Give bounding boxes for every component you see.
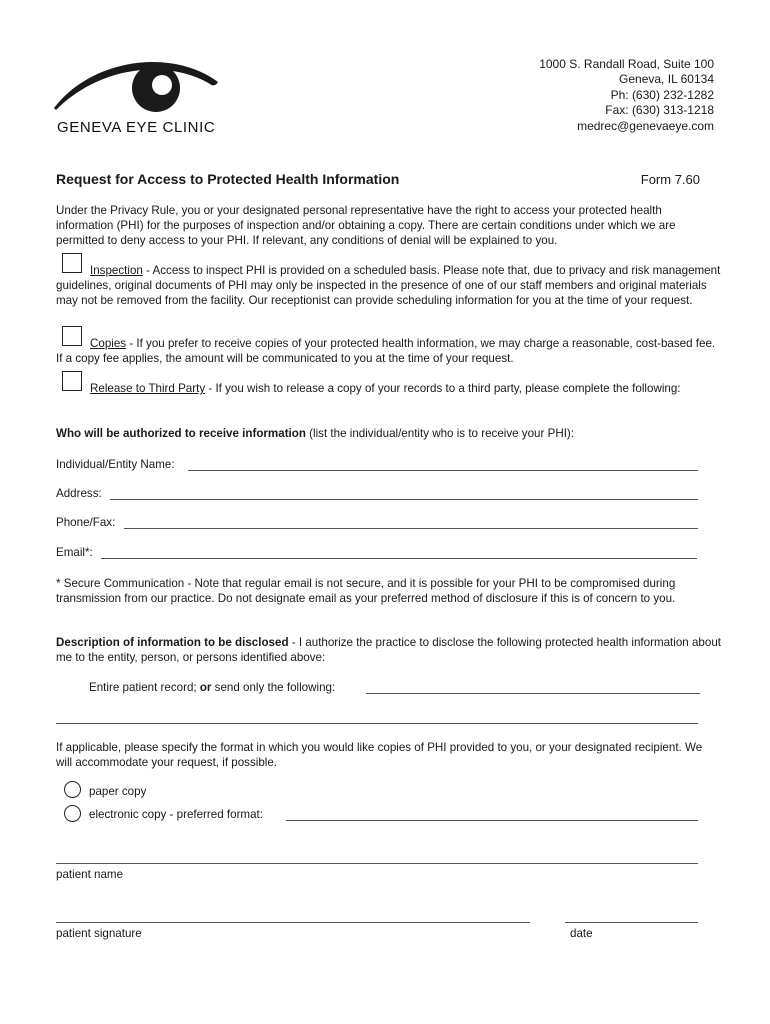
patient-signature-label: patient signature (56, 927, 142, 940)
inspection-label: Inspection (90, 264, 143, 277)
disclosure-paragraph (56, 635, 721, 665)
clinic-address (539, 57, 714, 134)
patient-signature-field[interactable] (56, 922, 530, 923)
release-paragraph (56, 381, 721, 396)
copies-paragraph (56, 336, 721, 366)
paper-copy-radio[interactable] (64, 781, 81, 798)
send-following-field[interactable] (366, 693, 700, 694)
copies-text: - If you prefer to receive copies of your protected health information, we may charge a reasonable, cost-based fee. If a copy fee applies, the amount will be communicated to you at the time of your request. (56, 337, 716, 365)
send-following-field-2[interactable] (56, 723, 698, 724)
disclosure-text: - I authorize the practice to disclose the following protected health information about me to the entity, person, or persons identified above: (56, 636, 721, 664)
recipient-heading-line (56, 426, 721, 441)
inspection-text: - Access to inspect PHI is provided on a scheduled basis. Please note that, due to privacy and risk management guidelines, original documents of PHI may only be inspected in the presence of one of our staff members and original materials may not be removed from the facility. Our receptionist can provide scheduling information for you at the time of your request. (56, 264, 721, 307)
email-label: Email*: (56, 546, 93, 559)
address-line1: 1000 S. Randall Road, Suite 100 (539, 57, 714, 71)
clinic-phone: Ph: (630) 232-1282 (610, 87, 714, 102)
choice-send-following: send only the following: (211, 681, 336, 694)
electronic-copy-label: electronic copy - preferred format: (89, 808, 263, 821)
date-label: date (570, 927, 593, 940)
recipient-heading: Who will be authorized to receive information (56, 427, 306, 440)
clinic-fax: Fax: (630) 313-1218 (605, 103, 714, 118)
entity-name-label: Individual/Entity Name: (56, 458, 175, 471)
format-paragraph: If applicable, please specify the format in which you would like copies of PHI provided to you, or your designated recipient. We will accommodate your request, if possible. (56, 741, 703, 769)
release-label: Release to Third Party (90, 382, 206, 395)
address-label: Address: (56, 487, 102, 500)
copies-label: Copies (90, 337, 127, 350)
address-line2: Geneva, IL 60134 (619, 72, 714, 87)
patient-name-label: patient name (56, 868, 124, 881)
recipient-heading-note: (list the individual/entity who is to receive your PHI): (305, 427, 574, 440)
release-text: - If you wish to release a copy of your records to a third party, please complete the following: (205, 382, 681, 395)
choice-or: or (199, 681, 212, 694)
entity-name-field[interactable] (188, 470, 698, 471)
phone-fax-field[interactable] (124, 528, 698, 529)
email-field[interactable] (101, 558, 697, 559)
choice-entire-record: Entire patient record; (89, 681, 200, 694)
disclosure-heading: Description of information to be disclosed (56, 636, 289, 649)
phone-fax-label: Phone/Fax: (56, 516, 116, 529)
clinic-email: medrec@genevaeye.com (577, 118, 714, 133)
form-number: Form 7.60 (640, 172, 700, 187)
inspection-paragraph (56, 263, 721, 308)
preferred-format-field[interactable] (286, 820, 698, 821)
patient-name-field[interactable] (56, 863, 698, 864)
clinic-name: GENEVA EYE CLINIC (57, 119, 216, 136)
electronic-copy-radio[interactable] (64, 805, 81, 822)
address-field[interactable] (110, 499, 698, 500)
paper-copy-label: paper copy (89, 785, 147, 798)
date-field[interactable] (565, 922, 698, 923)
form-title: Request for Access to Protected Health Information (56, 171, 400, 187)
intro-paragraph: Under the Privacy Rule, you or your designated personal representative have the right to access your protected health information (PHI) for the purposes of inspection and/or obtaining a copy. There are certain conditions under which we are permitted to deny access to your PHI. If relevant, any conditions of denial will be explained to you. (56, 204, 676, 247)
disclosure-choice (89, 680, 335, 695)
secure-communication-note: * Secure Communication - Note that regular email is not secure, and it is possible for your PHI to be compromised during transmission from our practice. Do not designate email as your preferred method of disclosure if this is of concern to you. (56, 577, 676, 605)
